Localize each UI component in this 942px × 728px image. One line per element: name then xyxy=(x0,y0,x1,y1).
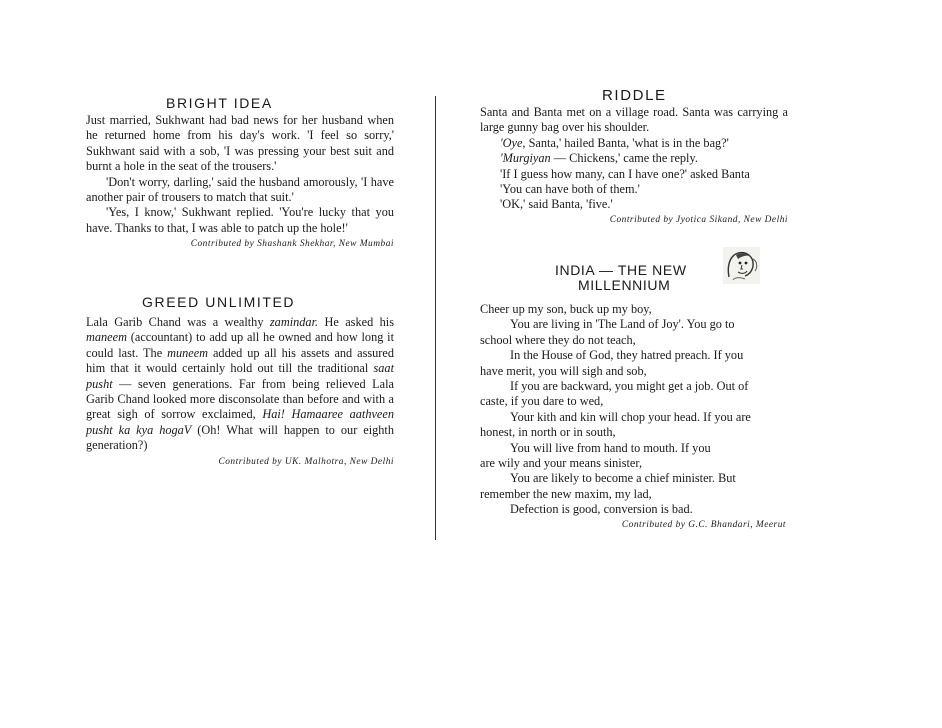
column-divider xyxy=(435,96,436,540)
india-poem xyxy=(480,302,790,518)
poem-line: You will live from hand to mouth. If you xyxy=(510,440,711,455)
poem-line: are wily and your means sinister, xyxy=(480,456,643,471)
text-run: — seven generations. Far from being relieved Lala Garib Chand looked more disconsolate than before and with a great sigh of sorrow exclaimed, xyxy=(86,376,394,422)
riddle-credit: Contributed by Jyotica Sikand, New Delhi xyxy=(609,214,788,225)
italic-run: Hai! Hamaaree aathveen pusht ka kya hogaV xyxy=(86,407,394,437)
italic-run: 'Murgiyan xyxy=(500,151,551,166)
italic-run: maneem xyxy=(86,330,127,345)
bright-idea-article xyxy=(86,95,394,250)
india-credit: Contributed by G.C. Bhandari, Meerut xyxy=(621,519,786,530)
bright-idea-paragraph-2: 'Don't worry, darling,' said the husband amorously, 'I have another pair of trousers to match that suit.' xyxy=(86,174,394,205)
riddle-line-4: 'You can have both of them.' xyxy=(500,182,640,197)
text-run: Lala Garib Chand was a wealthy xyxy=(86,315,270,329)
poem-line: If you are backward, you might get a job. Out of xyxy=(510,379,749,394)
bright-idea-credit: Contributed by Shashank Shekhar, New Mumbai xyxy=(190,239,394,250)
riddle-line-5: 'OK,' said Banta, 'five.' xyxy=(500,197,613,212)
poem-line: Defection is good, conversion is bad. xyxy=(510,502,693,517)
text-run: (accountant) to add up all he owned and how long it could last. The xyxy=(86,330,394,360)
greed-unlimited-title: GREED UNLIMITED xyxy=(142,294,296,310)
bright-idea-paragraph-1: Just married, Sukhwant had bad news for her husband when he returned home from his day's work. 'I feel so sorry,' Sukhwant said with a sob, 'I was pressing your best suit and burnt a hole in the seat of the trousers.' xyxy=(86,113,394,174)
poem-line: In the House of God, they hatred preach. If you xyxy=(510,348,744,363)
poem-line: You are living in 'The Land of Joy'. You go to xyxy=(510,317,735,332)
poem-line: Cheer up my son, buck up my boy, xyxy=(480,302,652,316)
cartoon-illustration xyxy=(723,247,760,284)
italic-run: zamindar. xyxy=(269,315,319,329)
poem-line: honest, in north or in south, xyxy=(480,425,616,440)
cartoon-face-icon xyxy=(723,247,760,284)
india-title-line-1: INDIA — THE NEW xyxy=(555,262,687,278)
poem-line: have merit, you will sigh and sob, xyxy=(480,363,647,378)
poem-line: school where they do not teach, xyxy=(480,332,636,347)
text-run: Santa,' hailed Banta, 'what is in the bag?' xyxy=(525,135,729,150)
riddle-line-1 xyxy=(480,136,788,151)
bright-idea-title: BRIGHT IDEA xyxy=(166,95,273,111)
poem-line: You are likely to become a chief minister. But xyxy=(510,471,736,486)
india-title-line-2: MILLENNIUM xyxy=(578,277,671,293)
text-run: added up all his assets and assured him that it would certainly hold out till the traditional xyxy=(86,345,394,376)
italic-run: muneem xyxy=(167,345,209,360)
riddle-article xyxy=(480,88,788,226)
greed-unlimited-credit: Contributed by UK. Malhotra, New Delhi xyxy=(218,456,394,467)
riddle-title: RIDDLE xyxy=(602,87,667,104)
riddle-line-3: 'If I guess how many, can I have one?' asked Banta xyxy=(500,166,750,181)
riddle-intro: Santa and Banta met on a village road. Santa was carrying a large gunny bag over his shoulder. xyxy=(480,105,788,135)
text-run: He asked his xyxy=(318,315,394,329)
italic-run: saat pusht xyxy=(86,361,394,391)
india-title-block xyxy=(480,262,790,294)
poem-line: remember the new maxim, my lad, xyxy=(480,486,652,501)
text-run: — Chickens,' came the reply. xyxy=(550,151,698,166)
india-article xyxy=(480,262,790,531)
text-run: (Oh! What will happen to our eighth generation?) xyxy=(86,422,394,453)
bright-idea-paragraph-3: 'Yes, I know,' Sukhwant replied. 'You're lucky that you have. Thanks to that, I was able to patch up the hole!' xyxy=(86,205,394,235)
poem-line: caste, if you dare to wed, xyxy=(480,394,604,409)
greed-unlimited-article xyxy=(86,294,394,468)
greed-unlimited-paragraph xyxy=(86,315,394,454)
italic-run: 'Oye, xyxy=(500,135,526,150)
riddle-line-2 xyxy=(480,151,788,166)
poem-line: Your kith and kin will chop your head. If you are xyxy=(510,409,751,424)
